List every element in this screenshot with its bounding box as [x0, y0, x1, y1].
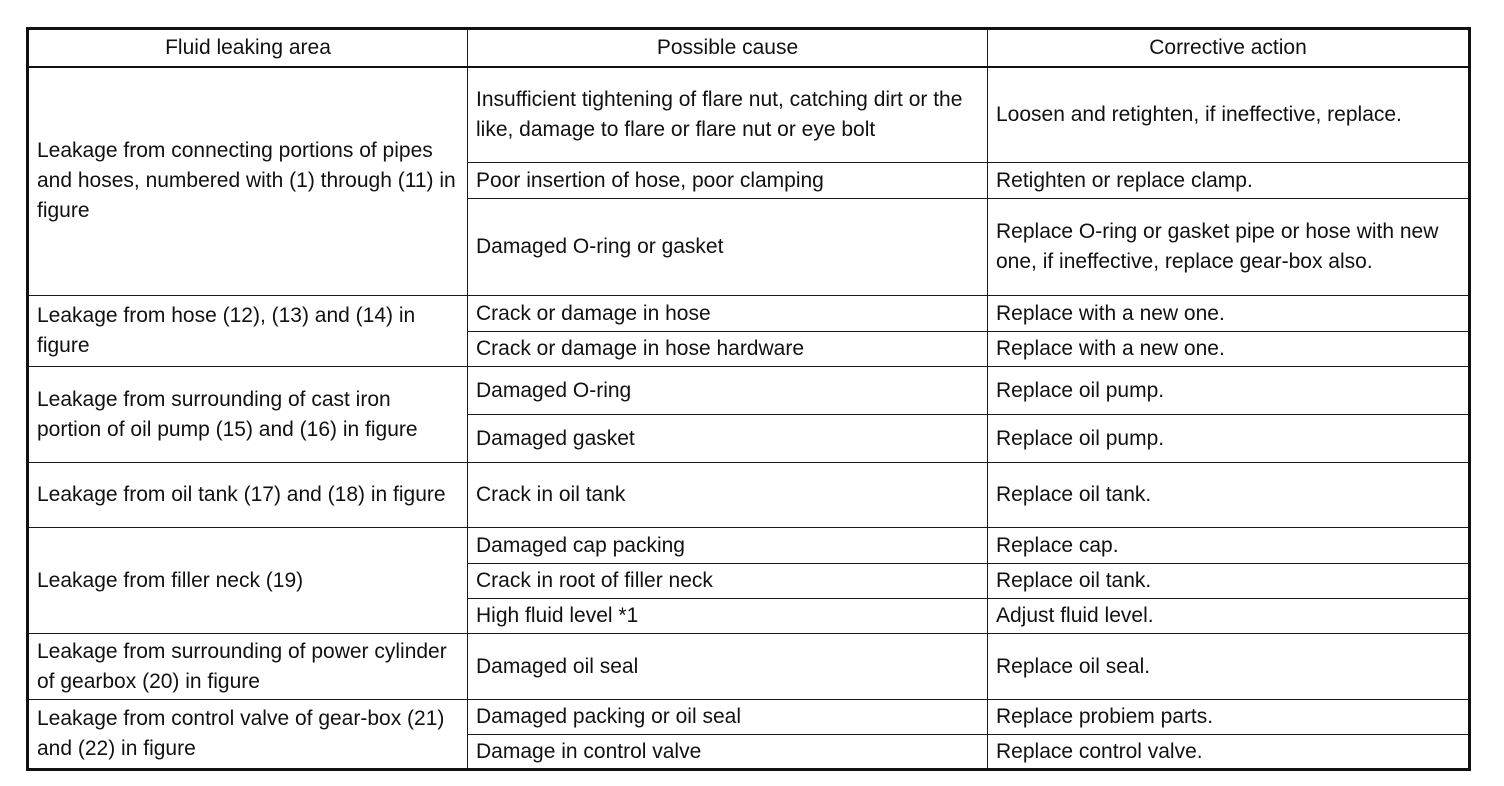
cause-cell: Damaged packing or oil seal: [468, 700, 988, 735]
action-cell: Replace with a new one.: [988, 332, 1470, 367]
cause-cell: Poor insertion of hose, poor clamping: [468, 163, 988, 199]
cause-cell: Crack in oil tank: [468, 463, 988, 528]
action-cell: Retighten or replace clamp.: [988, 163, 1470, 199]
table-row: [28, 528, 1470, 564]
cause-cell: Damaged cap packing: [468, 528, 988, 564]
leak-area-cell: Leakage from connecting portions of pipes and hoses, numbered with (1) through (11) in figure: [28, 67, 468, 296]
troubleshooting-table: [26, 27, 1471, 771]
action-cell: Replace cap.: [988, 528, 1470, 564]
leak-area-cell: Leakage from control valve of gear-box (21) and (22) in figure: [28, 700, 468, 770]
leak-area-cell: Leakage from oil tank (17) and (18) in figure: [28, 463, 468, 528]
table-row: [28, 700, 1470, 735]
action-cell: Loosen and retighten, if ineffective, replace.: [988, 67, 1470, 163]
action-cell: Replace oil pump.: [988, 367, 1470, 415]
cause-cell: High fluid level *1: [468, 599, 988, 634]
cause-cell: Damage in control valve: [468, 735, 988, 770]
cause-cell: Crack or damage in hose: [468, 296, 988, 332]
header-corrective-action: Corrective action: [988, 29, 1470, 67]
cause-cell: Crack in root of filler neck: [468, 564, 988, 599]
table-row: [28, 67, 1470, 163]
table-row: [28, 296, 1470, 332]
header-possible-cause: Possible cause: [468, 29, 988, 67]
header-fluid-leaking-area: Fluid leaking area: [28, 29, 468, 67]
table-row: [28, 463, 1470, 528]
leak-area-cell: Leakage from filler neck (19): [28, 528, 468, 634]
action-cell: Replace O-ring or gasket pipe or hose with new one, if ineffective, replace gear-box also.: [988, 199, 1470, 296]
table-row: [28, 367, 1470, 415]
action-cell: Replace oil tank.: [988, 564, 1470, 599]
cause-cell: Damaged oil seal: [468, 634, 988, 700]
action-cell: Replace probiem parts.: [988, 700, 1470, 735]
leak-area-cell: Leakage from surrounding of cast iron portion of oil pump (15) and (16) in figure: [28, 367, 468, 463]
cause-cell: Damaged gasket: [468, 415, 988, 463]
header-row: [28, 29, 1470, 67]
action-cell: Replace oil seal.: [988, 634, 1470, 700]
table-row: [28, 634, 1470, 700]
action-cell: Replace control valve.: [988, 735, 1470, 770]
cause-cell: Damaged O-ring: [468, 367, 988, 415]
cause-cell: Insufficient tightening of flare nut, catching dirt or the like, damage to flare or flare nut or eye bolt: [468, 67, 988, 163]
action-cell: Adjust fluid level.: [988, 599, 1470, 634]
leak-area-cell: Leakage from hose (12), (13) and (14) in figure: [28, 296, 468, 367]
action-cell: Replace oil pump.: [988, 415, 1470, 463]
cause-cell: Crack or damage in hose hardware: [468, 332, 988, 367]
action-cell: Replace oil tank.: [988, 463, 1470, 528]
action-cell: Replace with a new one.: [988, 296, 1470, 332]
leak-area-cell: Leakage from surrounding of power cylinder of gearbox (20) in figure: [28, 634, 468, 700]
cause-cell: Damaged O-ring or gasket: [468, 199, 988, 296]
